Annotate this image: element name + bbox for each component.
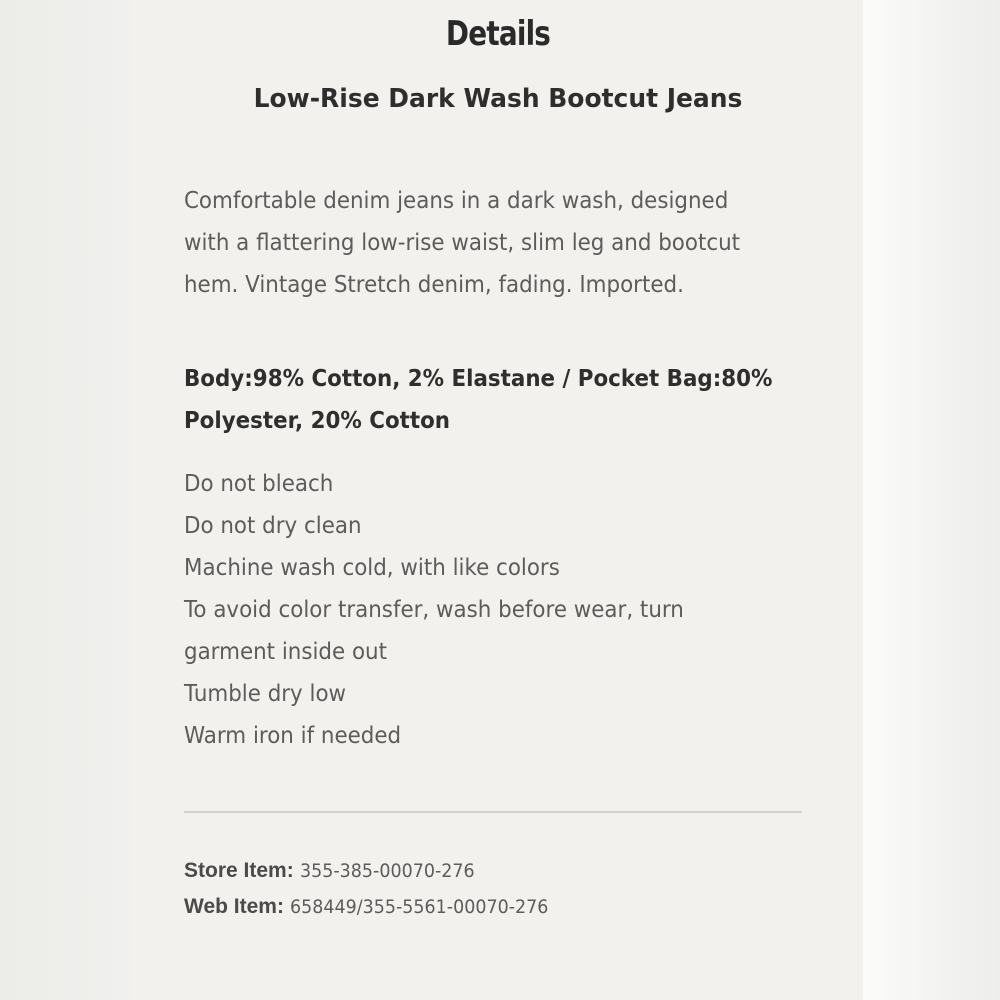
materials-line: Body:98% Cotton, 2% Elastane / Pocket Bag:80% xyxy=(184,366,773,392)
web-item-value: 658449/355-5561-00070-276 xyxy=(290,896,549,918)
product-description xyxy=(184,180,816,306)
store-item xyxy=(184,858,804,883)
store-item-value: 355-385-00070-276 xyxy=(300,860,475,882)
materials-line: Polyester, 20% Cotton xyxy=(184,408,451,434)
description-line: hem. Vintage Stretch denim, fading. Imported. xyxy=(184,272,684,298)
web-item xyxy=(184,894,804,919)
care-item: Tumble dry low xyxy=(184,681,347,707)
product-name: Low-Rise Dark Wash Bootcut Jeans xyxy=(253,84,743,114)
care-item: Do not bleach xyxy=(184,471,334,497)
care-item: Warm iron if needed xyxy=(184,723,402,749)
page-title: Details xyxy=(445,14,551,54)
section-divider xyxy=(184,811,802,813)
description-line: with a flattering low-rise waist, slim leg and bootcut xyxy=(184,230,741,256)
care-item: garment inside out xyxy=(184,639,388,665)
care-item: Do not dry clean xyxy=(184,513,362,539)
background-right xyxy=(866,0,1000,1000)
care-item: Machine wash cold, with like colors xyxy=(184,555,560,581)
description-line: Comfortable denim jeans in a dark wash, designed xyxy=(184,188,729,214)
background-left xyxy=(0,0,130,1000)
care-instructions xyxy=(184,463,816,757)
panel-edge xyxy=(863,0,866,1000)
store-item-label: Store Item: xyxy=(184,859,294,882)
material-composition xyxy=(184,358,816,442)
details-panel xyxy=(130,0,866,1000)
care-item: To avoid color transfer, wash before wear, turn xyxy=(184,597,684,623)
web-item-label: Web Item: xyxy=(184,895,284,918)
